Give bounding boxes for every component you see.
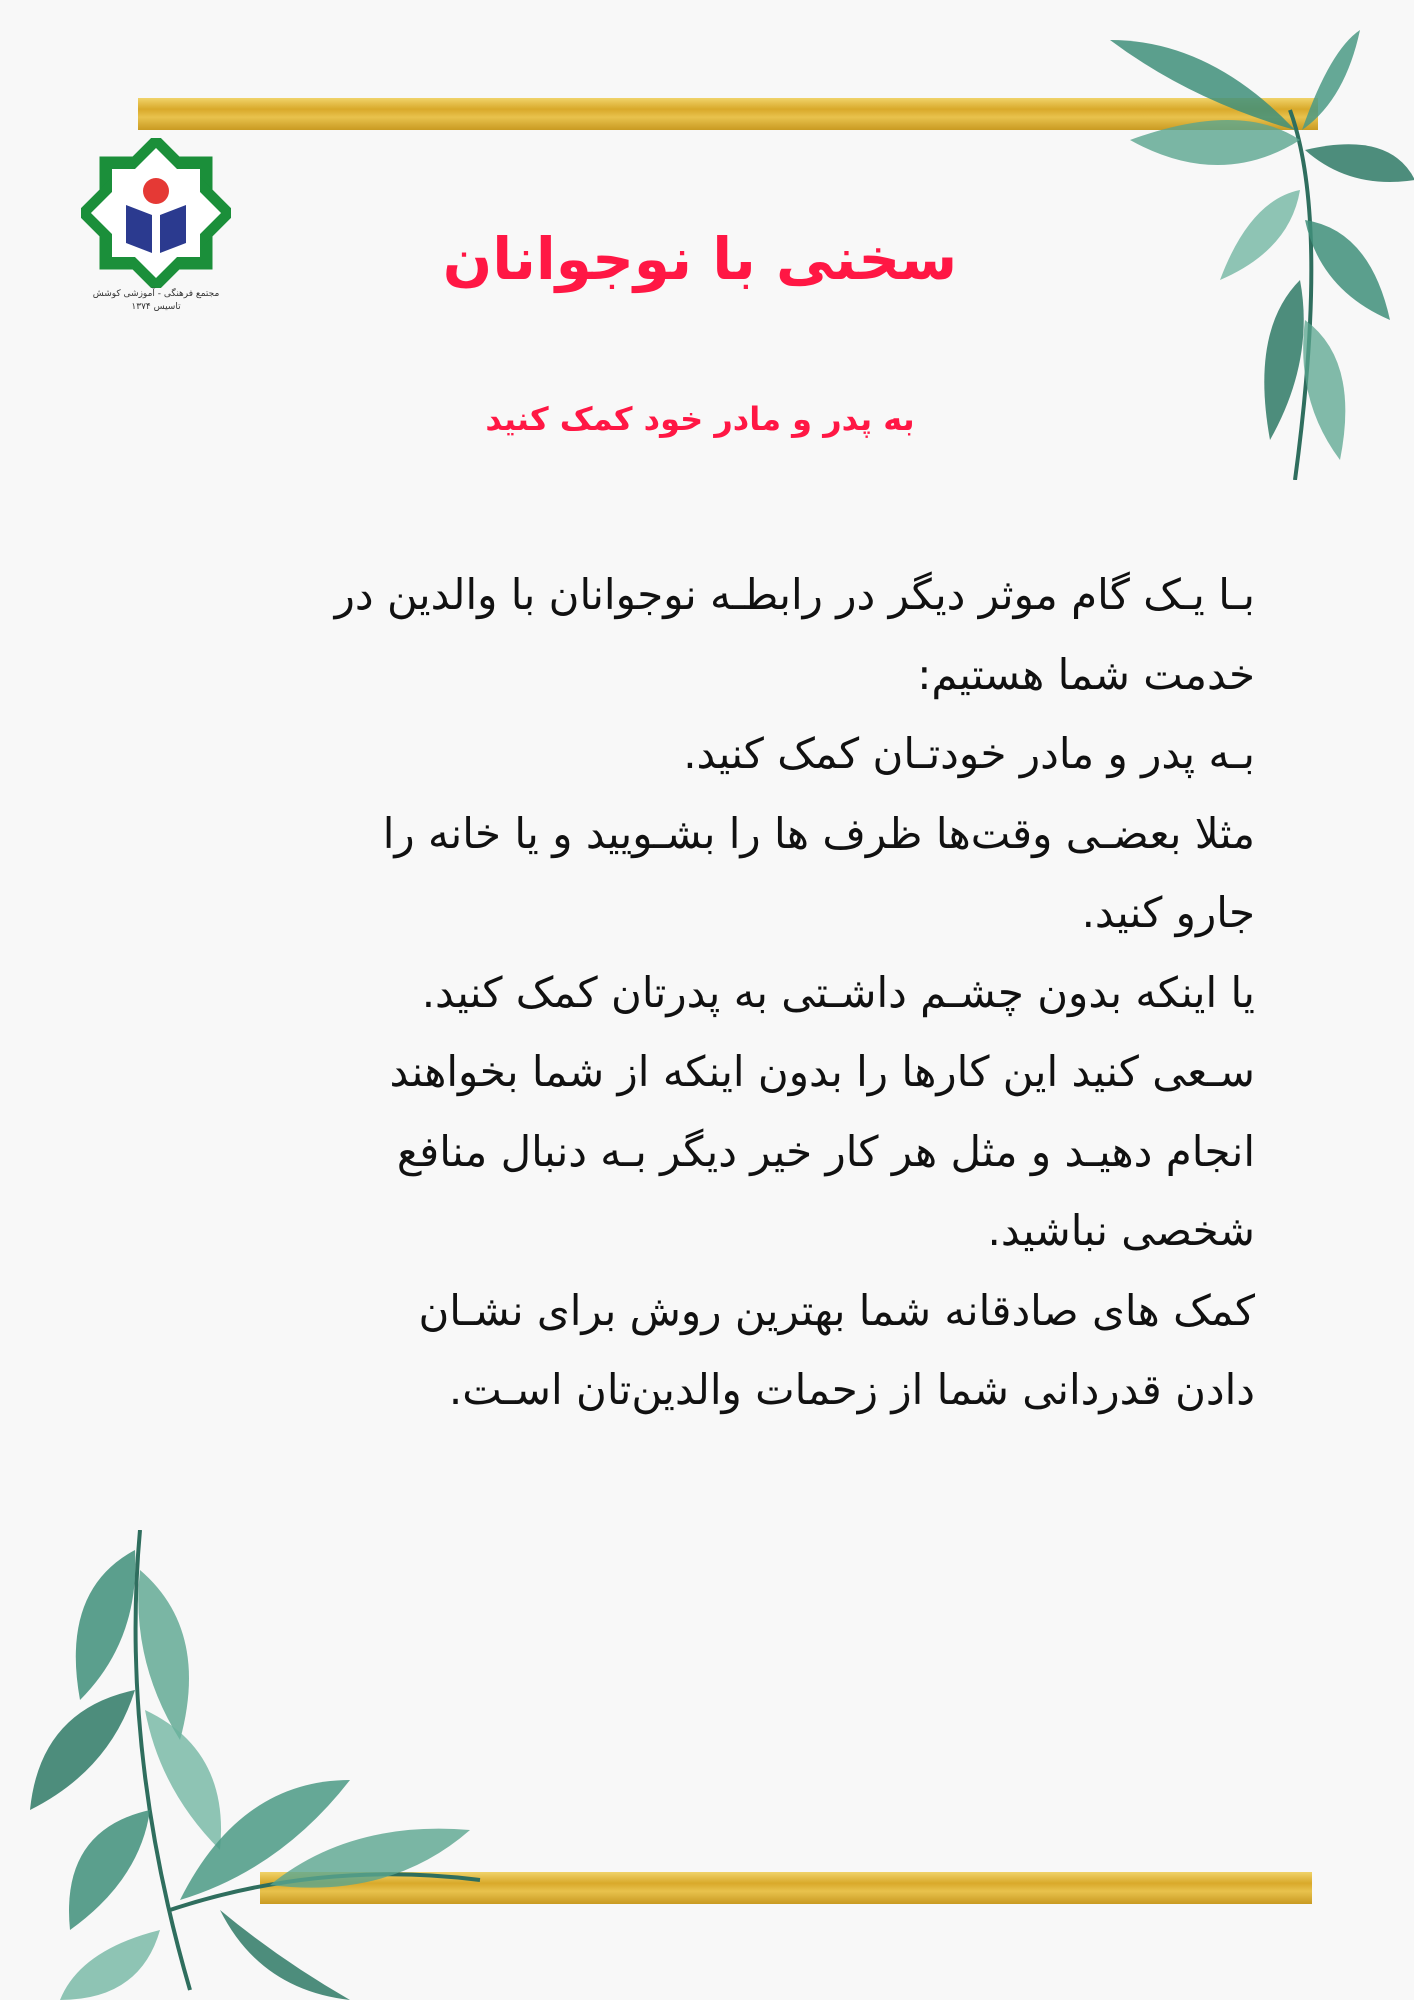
body-line: شخصی نباشید. bbox=[987, 1206, 1255, 1255]
leaves-top-right-decoration bbox=[1090, 20, 1414, 480]
body-line: سـعی کنید این کارها را بدون اینکه از شما بخواهند bbox=[389, 1047, 1255, 1096]
body-line: جارو کنید. bbox=[1081, 888, 1255, 937]
organization-logo bbox=[76, 138, 236, 328]
body-line: مثلا بعضـی وقت‌ها ظرف ها را بشـویید و یا خانه را bbox=[382, 808, 1255, 858]
body-line: دادن قدردانی شما از زحمات والدین‌تان اسـت. bbox=[448, 1365, 1255, 1414]
body-line: انجام دهیـد و مثل هر کار خیر دیگر بـه دنبال منافع bbox=[396, 1126, 1255, 1176]
page-title: سخنی با نوجوانان bbox=[442, 225, 958, 293]
body-text bbox=[170, 555, 1255, 1430]
body-line: بـه پدر و مادر خودتـان کمک کنید. bbox=[683, 729, 1255, 778]
leaves-bottom-left-decoration bbox=[20, 1530, 490, 2000]
logo-founded-year: تاسیس ۱۳۷۴ bbox=[131, 302, 181, 312]
body-line: بـا یـک گام موثر دیگر در رابطـه نوجوانان با والدین در bbox=[334, 570, 1255, 619]
book-star-emblem-icon bbox=[81, 138, 231, 288]
page-subtitle: به پدر و مادر خود کمک کنید bbox=[485, 400, 915, 438]
body-line: کمک های صادقانه شما بهترین روش برای نشـان bbox=[418, 1285, 1255, 1335]
body-line: یا اینکه بدون چشـم داشـتی به پدرتان کمک کنید. bbox=[421, 967, 1255, 1017]
body-line: خدمت شما هستیم: bbox=[917, 649, 1255, 699]
logo-org-name: مجتمع فرهنگی - آموزشی کوشش bbox=[92, 289, 220, 299]
